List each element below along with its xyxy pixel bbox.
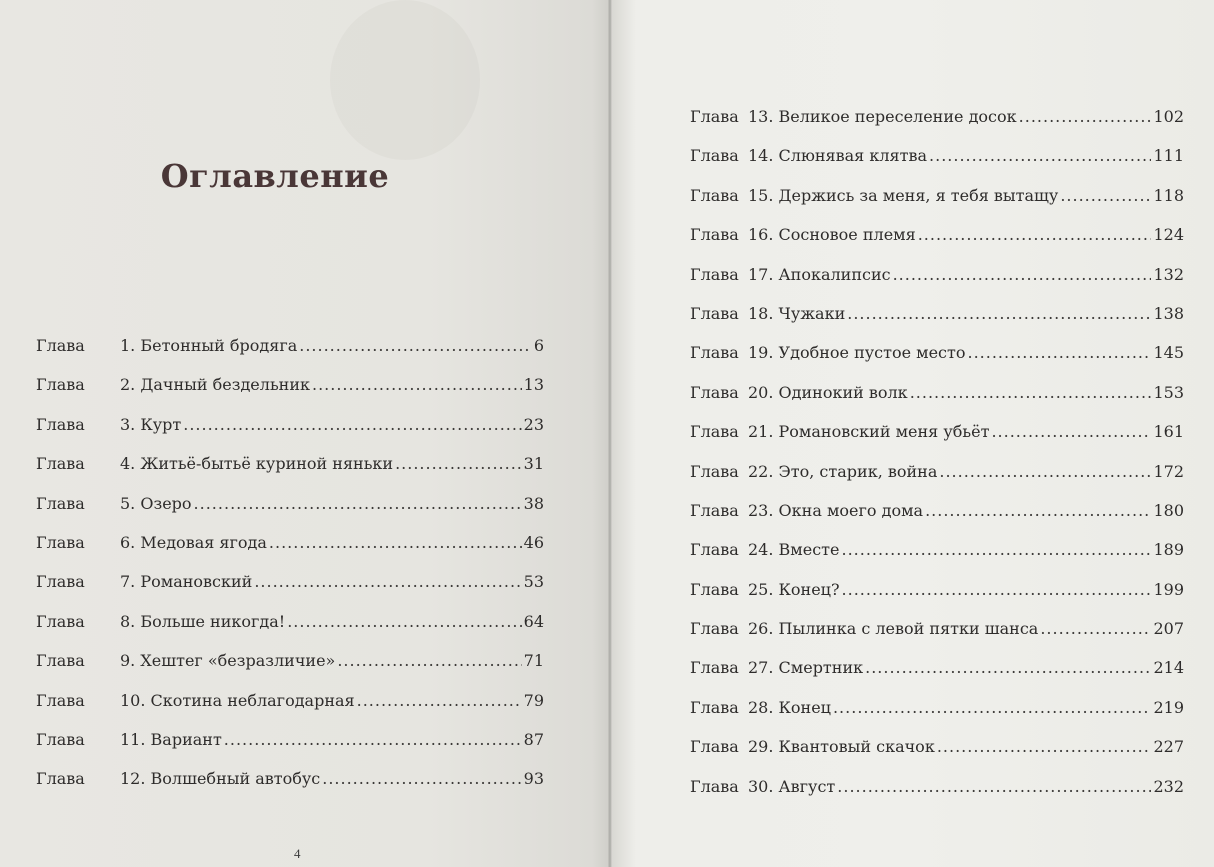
chapter-label: Глава [690,619,750,639]
toc-entry [690,619,1184,658]
toc-entry [36,494,544,533]
chapter-title: 18. Чужаки [748,303,846,323]
toc-entry [36,375,544,414]
chapter-page-number: 124 [1153,225,1184,245]
chapter-title: 23. Окна моего дома [748,500,924,520]
dot-leader [918,225,1152,244]
chapter-label: Глава [36,414,96,434]
chapter-label: Глава [690,146,750,166]
chapter-title: 12. Волшебный автобус [120,769,321,789]
toc-entry [690,658,1184,697]
dot-leader [842,580,1152,599]
dot-leader [939,462,1151,481]
page-title: Оглавление [160,157,390,196]
chapter-page-number: 53 [523,572,544,592]
toc-entry [36,730,544,769]
chapter-label: Глава [690,343,750,363]
toc-entry [690,304,1184,343]
chapter-label: Глава [36,611,96,631]
dot-leader [299,336,532,355]
bleed-through-illustration [330,0,480,160]
toc-entry [690,422,1184,461]
chapter-title: 6. Медовая ягода [120,532,267,552]
chapter-title: 9. Хештег «безразличие» [120,651,336,671]
dot-leader [357,691,522,710]
toc-entry [690,580,1184,619]
toc-entry [690,343,1184,382]
dot-leader [287,612,521,631]
chapter-title: 21. Романовский меня убьёт [748,422,990,442]
toc-entry [36,454,544,493]
toc-entry [36,612,544,651]
dot-leader [847,304,1151,323]
toc-entry [36,769,544,808]
toc-entry [36,572,544,611]
chapter-label: Глава [36,651,96,671]
chapter-page-number: 13 [523,375,544,395]
dot-leader [194,494,522,513]
dot-leader [893,265,1152,284]
dot-leader [337,651,521,670]
chapter-page-number: 23 [523,414,544,434]
chapter-page-number: 207 [1153,619,1184,639]
dot-leader [968,343,1152,362]
chapter-title: 28. Конец [748,697,831,717]
dot-leader [1019,107,1152,126]
chapter-label: Глава [36,729,96,749]
chapter-label: Глава [36,572,96,592]
chapter-page-number: 172 [1153,461,1184,481]
chapter-page-number: 219 [1153,697,1184,717]
toc-entry [690,540,1184,579]
toc-entry [690,737,1184,776]
chapter-title: 1. Бетонный бродяга [120,336,298,355]
chapter-page-number: 38 [523,493,544,513]
chapter-title: 24. Вместе [748,540,840,560]
chapter-page-number: 111 [1153,146,1184,166]
chapter-label: Глава [690,382,750,402]
dot-leader [1040,619,1151,638]
chapter-title: 16. Сосновое племя [748,225,916,245]
dot-leader [254,572,521,591]
chapter-label: Глава [36,454,96,474]
chapter-title: 14. Слюнявая клятва [748,146,928,166]
chapter-page-number: 6 [533,336,544,355]
dot-leader [224,730,522,749]
dot-leader [929,146,1151,165]
chapter-label: Глава [36,532,96,552]
toc-entry [36,415,544,454]
chapter-page-number: 64 [523,611,544,631]
chapter-label: Глава [690,776,750,796]
chapter-title: 2. Дачный бездельник [120,375,310,395]
chapter-label: Глава [36,375,96,395]
chapter-page-number: 93 [523,769,544,789]
chapter-label: Глава [36,493,96,513]
dot-leader [395,454,522,473]
dot-leader [841,540,1151,559]
chapter-label: Глава [690,264,750,284]
chapter-title: 27. Смертник [748,658,864,678]
chapter-label: Глава [36,690,96,710]
chapter-title: 29. Квантовый скачок [748,737,935,757]
chapter-label: Глава [36,336,96,355]
chapter-page-number: 180 [1153,500,1184,520]
chapter-label: Глава [690,658,750,678]
chapter-title: 17. Апокалипсис [748,264,891,284]
chapter-label: Глава [690,737,750,757]
chapter-page-number: 227 [1153,737,1184,757]
dot-leader [833,698,1151,717]
dot-leader [312,375,522,394]
chapter-title: 5. Озеро [120,493,192,513]
toc-entry [36,336,544,375]
dot-leader [925,501,1151,520]
toc-entry [36,533,544,572]
chapter-label: Глава [690,579,750,599]
toc-entry [690,698,1184,737]
toc-entry [690,146,1184,185]
chapter-label: Глава [690,422,750,442]
dot-leader [1060,186,1151,205]
right-page [612,0,1214,867]
dot-leader [837,777,1151,796]
chapter-page-number: 199 [1153,579,1184,599]
chapter-title: 20. Одинокий волк [748,382,908,402]
toc-entry [690,107,1184,146]
chapter-label: Глава [690,185,750,205]
chapter-title: 10. Скотина неблагодарная [120,690,355,710]
chapter-title: 25. Конец? [748,579,840,599]
chapter-title: 11. Вариант [120,729,222,749]
chapter-label: Глава [690,107,750,126]
chapter-page-number: 118 [1153,185,1184,205]
chapter-page-number: 189 [1153,540,1184,560]
chapter-page-number: 132 [1153,264,1184,284]
dot-leader [269,533,522,552]
chapter-title: 8. Больше никогда! [120,611,286,631]
chapter-title: 3. Курт [120,414,182,434]
toc-entry [690,501,1184,540]
chapter-label: Глава [36,769,96,789]
toc-entry [690,777,1184,816]
toc-entry [690,265,1184,304]
chapter-title: 19. Удобное пустое место [748,343,966,363]
chapter-label: Глава [690,225,750,245]
chapter-page-number: 161 [1153,422,1184,442]
chapter-label: Глава [690,540,750,560]
toc-entry [690,186,1184,225]
toc-entry [690,225,1184,264]
chapter-title: 22. Это, старик, война [748,461,938,481]
chapter-page-number: 145 [1153,343,1184,363]
chapter-title: 26. Пылинка с левой пятки шанса [748,619,1039,639]
chapter-title: 7. Романовский [120,572,253,592]
chapter-page-number: 46 [523,532,544,552]
toc-entry [690,383,1184,422]
chapter-page-number: 232 [1153,776,1184,796]
table-of-contents-left [36,336,544,809]
chapter-title: 4. Житьё-бытьё куриной няньки [120,454,394,474]
dot-leader [991,422,1151,441]
chapter-page-number: 87 [523,729,544,749]
chapter-label: Глава [690,303,750,323]
chapter-page-number: 153 [1153,382,1184,402]
chapter-page-number: 102 [1153,107,1184,126]
table-of-contents-right [690,107,1184,816]
chapter-page-number: 138 [1153,303,1184,323]
chapter-label: Глава [690,461,750,481]
chapter-label: Глава [690,697,750,717]
chapter-title: 30. Август [748,776,836,796]
dot-leader [910,383,1152,402]
toc-entry [690,462,1184,501]
chapter-page-number: 71 [523,651,544,671]
dot-leader [865,658,1151,677]
page-number: 4 [294,846,301,861]
toc-entry [36,651,544,690]
dot-leader [937,737,1152,756]
toc-entry [36,691,544,730]
chapter-label: Глава [690,500,750,520]
chapter-page-number: 79 [523,690,544,710]
chapter-page-number: 31 [523,454,544,474]
chapter-title: 15. Держись за меня, я тебя вытащу [748,185,1059,205]
dot-leader [183,415,521,434]
dot-leader [322,769,521,788]
chapter-title: 13. Великое переселение досок [748,107,1017,126]
chapter-page-number: 214 [1153,658,1184,678]
